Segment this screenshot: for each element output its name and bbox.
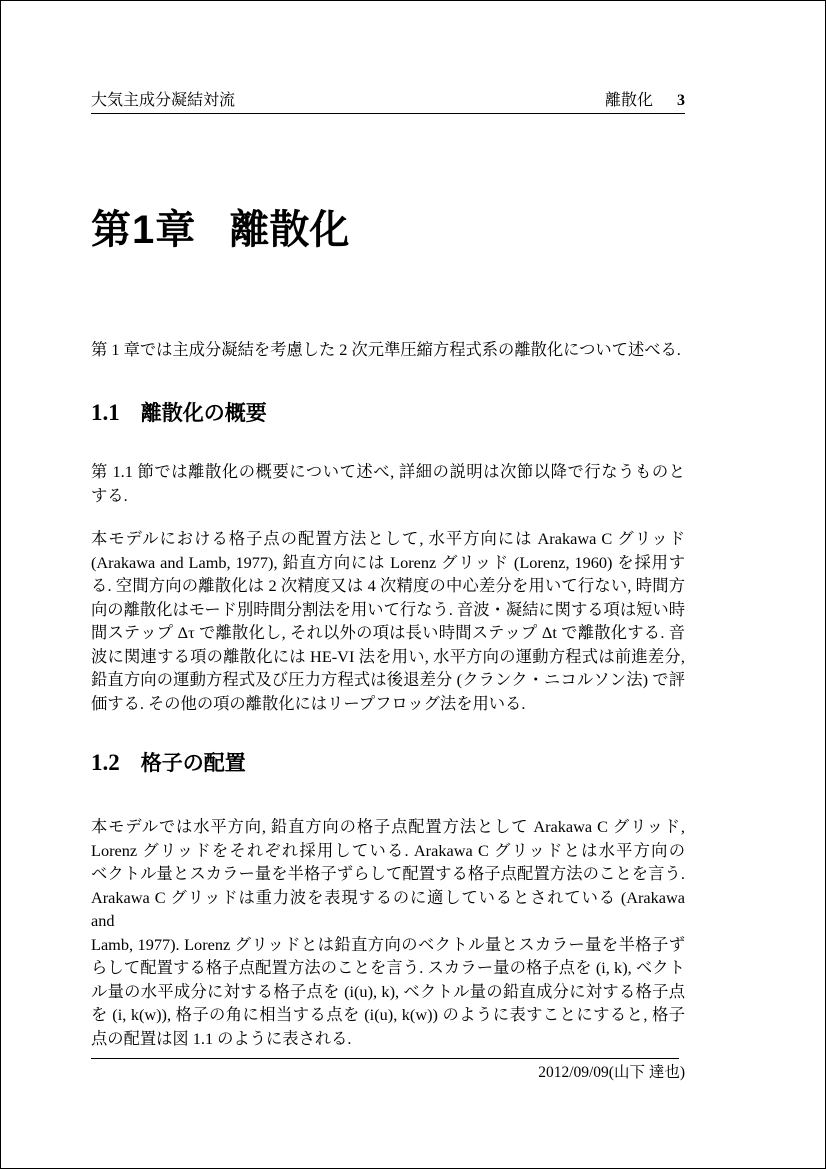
section-heading-1-2 [91, 750, 685, 779]
paragraph-discretization-methods [91, 527, 685, 715]
text-line: Lorenz グリッドをそれぞれ採用している. Arakawa C グリッドとは水平方向の [91, 840, 685, 860]
footer-date-credit: 2012/09/09(山下 達也) [538, 1064, 685, 1081]
chapter-heading [91, 208, 685, 252]
text-line: 波に関連する項の離散化には HE-VI 法を用い, 水平方向の運動方程式は前進差分, [91, 646, 685, 666]
text-line: 第 1 章では主成分凝結を考慮した 2 次元準圧縮方程式系の離散化について述べる. [91, 340, 681, 359]
text-line: (Arakawa and Lamb, 1977), 鉛直方向には Lorenz グリッド (Lorenz, 1960) を採用す [91, 552, 685, 572]
footer-rule [91, 1058, 679, 1059]
section-title: 格子の配置 [140, 752, 246, 775]
text-line: 本モデルでは水平方向, 鉛直方向の格子点配置方法として Arakawa C グリッド, [91, 817, 685, 836]
text-line: を (i, k(w)), 格子の角に相当する点を (i(u), k(w)) のように表すことにすると, 格子 [91, 1005, 685, 1024]
header-page-number: 3 [677, 92, 685, 109]
header-section-title: 離散化 [604, 92, 653, 109]
text-line: 本モデルにおける格子点の配置方法として, 水平方向には Arakawa C グリッド [91, 529, 685, 548]
section-number: 1.2 [91, 750, 120, 775]
section-heading-1-1 [91, 400, 685, 429]
paragraph-overview-intro [91, 460, 685, 507]
text-line: する. [91, 485, 128, 505]
chapter-label: 第1章 [91, 208, 197, 252]
text-line: Lamb, 1977). Lorenz グリッドとは鉛直方向のベクトル量とスカラー量を半格子ず [91, 934, 685, 954]
paragraph-grid-arrangement [91, 815, 685, 1050]
chapter-title: 離散化 [229, 208, 350, 252]
text-line: 第 1.1 節では離散化の概要について述べ, 詳細の説明は次節以降で行なうものと [91, 462, 685, 481]
text-line: 間ステップ Δτ で離散化し, それ以外の項は長い時間ステップ Δt で離散化する. 音 [91, 623, 685, 642]
intro-paragraph [91, 338, 685, 362]
text-line: らして配置する格子点配置方法のことを言う. スカラー量の格子点を (i, k), ベクト [91, 958, 685, 977]
section-title: 離散化の概要 [140, 402, 267, 425]
running-header [91, 91, 685, 110]
text-line: Arakawa C グリッドは重力波を表現するのに適しているとされている (Arakawa and [91, 887, 685, 930]
header-rule [91, 113, 685, 114]
text-line: 価する. その他の項の離散化にはリープフロッグ法を用いる. [91, 693, 526, 713]
text-line: ル量の水平成分に対する格子点を (i(u), k), ベクトル量の鉛直成分に対する格子点 [91, 981, 685, 1001]
text-line: 点の配置は図 1.1 のように表される. [91, 1028, 352, 1048]
section-number: 1.1 [91, 400, 120, 425]
header-left-title: 大気主成分凝結対流 [91, 92, 236, 109]
text-line: ベクトル量とスカラー量を半格子ずらして配置する格子点配置方法のことを言う. [91, 864, 685, 883]
text-line: る. 空間方向の離散化は 2 次精度又は 4 次精度の中心差分を用いて行ない, 時間方 [91, 576, 685, 595]
text-line: 向の離散化はモード別時間分割法を用いて行なう. 音波・凝結に関する項は短い時 [91, 599, 685, 619]
text-line: 鉛直方向の運動方程式及び圧力方程式は後退差分 (クランク・ニコルソン法) で評 [91, 670, 685, 689]
header-right-group [605, 91, 685, 110]
